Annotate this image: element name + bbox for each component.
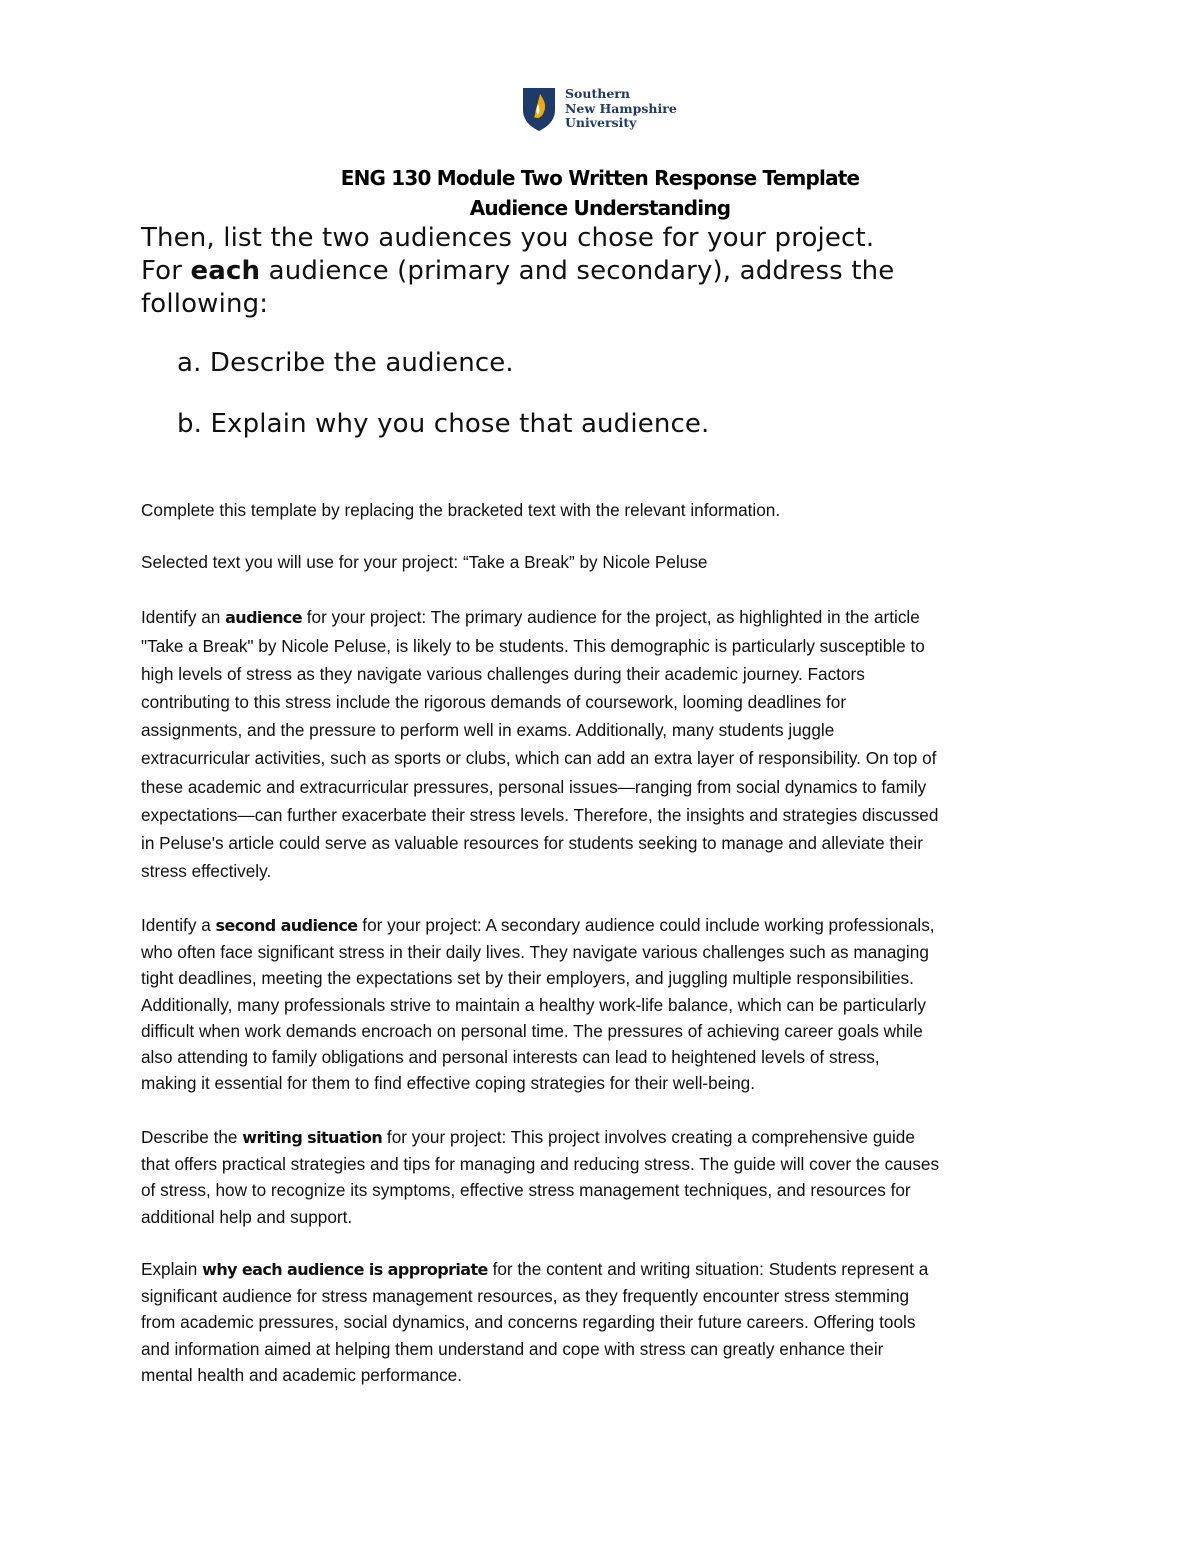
document-title: ENG 130 Module Two Written Response Template: [340, 166, 860, 190]
paragraph-line: significant audience for stress management resources, as they frequently encounter stress stemming: [141, 1286, 910, 1307]
paragraph-line: Additionally, many professionals strive to maintain a healthy work-life balance, which can be particularly: [141, 994, 926, 1015]
paragraph-line: Identify an audience for your project: The primary audience for the project, as highlighted in the article: [141, 607, 920, 627]
paragraph-line: Explain why each audience is appropriate for the content and writing situation: Students represent a: [141, 1259, 929, 1279]
paragraph-line: these academic and extracurricular pressures, personal issues—ranging from social dynamics to family: [141, 776, 927, 797]
paragraph-line: "Take a Break" by Nicole Peluse, is likely to be students. This demographic is particularly susceptible to: [141, 636, 925, 657]
prompt-item-b: b. Explain why you chose that audience.: [177, 409, 710, 439]
paragraph-line: Identify a second audience for your project: A secondary audience could include working professionals,: [141, 915, 935, 935]
paragraph-line: Describe the writing situation for your project: This project involves creating a comprehensive guide: [141, 1127, 915, 1147]
paragraph-line: additional help and support.: [141, 1206, 353, 1227]
prompt-item-a: a. Describe the audience.: [177, 348, 514, 378]
section-keyword: second audience: [215, 916, 358, 935]
paragraph-line: high levels of stress as they navigate various challenges during their academic journey. Factors: [141, 664, 865, 685]
paragraph-line: from academic pressures, social dynamics, and concerns regarding their future careers. Offering tools: [141, 1312, 916, 1333]
paragraph-line: stress effectively.: [141, 860, 272, 881]
university-wordmark: [565, 87, 677, 131]
paragraph-line: that offers practical strategies and tips for managing and reducing stress. The guide will cover the causes: [141, 1154, 940, 1175]
paragraph-line: assignments, and the pressure to perform well in exams. Additionally, many students juggle: [141, 720, 835, 741]
section-keyword: why each audience is appropriate: [202, 1260, 488, 1279]
primary-audience-paragraph: [141, 603, 1071, 885]
paragraph-line: mental health and academic performance.: [141, 1364, 463, 1385]
prompt-line-1: Then, list the two audiences you chose for your project.: [141, 223, 875, 253]
paragraph-line: difficult when work demands encroach on personal time. The pressures of achieving career goals while: [141, 1020, 923, 1041]
logo-line-1: Southern: [565, 86, 630, 102]
paragraph-line: in Peluse's article could serve as valuable resources for students seeking to manage and alleviate their: [141, 832, 923, 853]
shield-flame-icon: [521, 86, 557, 132]
paragraph-line: making it essential for them to find effective coping strategies for their well-being.: [141, 1073, 755, 1094]
prompt-line-3: following:: [141, 289, 269, 319]
paragraph-line: contributing to this stress include the rigorous demands of coursework, looming deadlines for: [141, 692, 847, 713]
paragraph-line: also attending to family obligations and personal interests can lead to heightened levels of stress,: [141, 1047, 880, 1068]
section-keyword: audience: [225, 608, 302, 627]
prompt-emphasis: each: [190, 256, 261, 286]
paragraph-line: extracurricular activities, such as sports or clubs, which can add an extra layer of responsibility. On top of: [141, 748, 937, 769]
paragraph-line: expectations—can further exacerbate their stress levels. Therefore, the insights and strategies discussed: [141, 804, 939, 825]
audience-appropriateness-paragraph: [141, 1256, 1071, 1388]
paragraph-line: tight deadlines, meeting the expectations set by their employers, and juggling multiple responsibilities.: [141, 968, 914, 989]
prompt-instructions: [141, 222, 1041, 321]
prompt-line-2: For each audience (primary and secondary), address the: [141, 256, 895, 286]
paragraph-line: and information aimed at helping them understand and cope with stress can greatly enhance their: [141, 1338, 884, 1359]
paragraph-line: of stress, how to recognize its symptoms, effective stress management techniques, and resources for: [141, 1180, 911, 1201]
secondary-audience-paragraph: [141, 912, 1071, 1096]
logo-line-2: New Hampshire: [565, 100, 677, 116]
writing-situation-paragraph: [141, 1124, 1071, 1230]
paragraph-line: who often face significant stress in their daily lives. They navigate various challenges such as managing: [141, 942, 929, 963]
section-keyword: writing situation: [242, 1128, 383, 1147]
logo-line-3: University: [565, 115, 637, 131]
document-subtitle: Audience Understanding: [469, 196, 731, 220]
instructions-paragraph: Complete this template by replacing the bracketed text with the relevant information.: [141, 500, 781, 520]
university-logo: [521, 84, 691, 134]
selected-text-paragraph: Selected text you will use for your project: “Take a Break” by Nicole Peluse: [141, 552, 708, 572]
